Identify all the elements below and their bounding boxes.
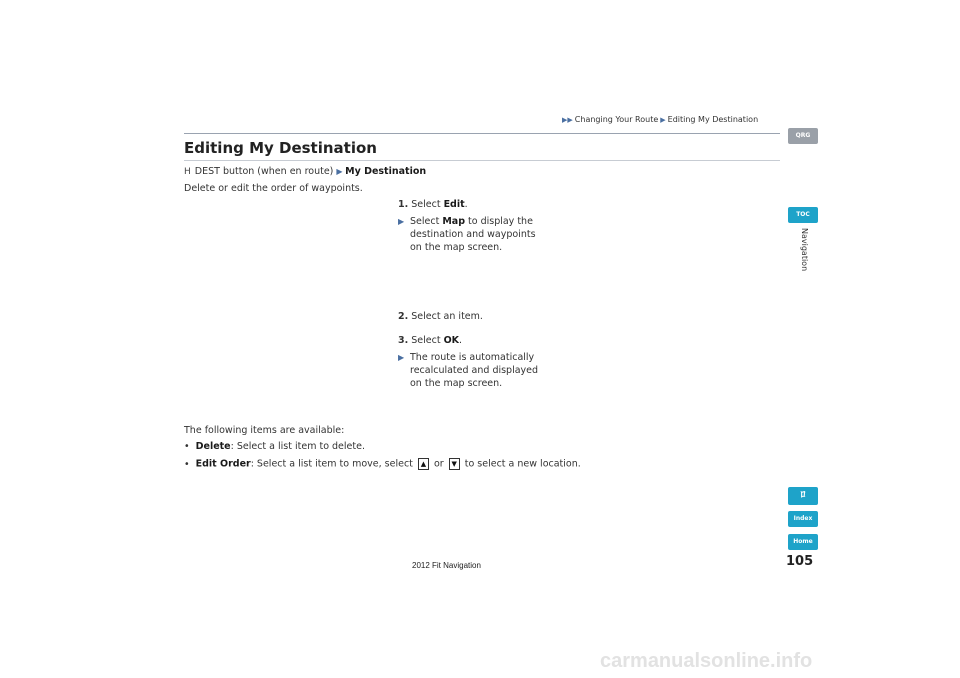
arrow-icon: ▶ bbox=[398, 353, 405, 362]
step-text-end: . bbox=[459, 335, 463, 346]
item-text: : Select a list item to delete. bbox=[230, 441, 365, 452]
bullet-icon: • bbox=[184, 458, 190, 470]
menu-path-target: My Destination bbox=[345, 166, 427, 177]
breadcrumb bbox=[560, 115, 758, 124]
intro-text: Delete or edit the order of waypoints. bbox=[184, 183, 363, 194]
voice-command-tab[interactable] bbox=[788, 487, 818, 505]
available-heading: The following items are available: bbox=[184, 425, 345, 436]
step-1 bbox=[398, 199, 468, 210]
note-text-end: to display the destination and waypoints on the map screen. bbox=[410, 216, 536, 253]
menu-path bbox=[184, 166, 426, 177]
arrow-icon: ▶ bbox=[336, 167, 346, 176]
list-item bbox=[184, 458, 581, 470]
tab-qrg[interactable]: QRG bbox=[788, 128, 818, 144]
down-arrow-key-icon: ▼ bbox=[449, 458, 460, 470]
step-keyword: Edit bbox=[443, 199, 465, 210]
breadcrumb-arrow-icon: ▶▶ bbox=[562, 116, 573, 124]
step-number: 3. bbox=[398, 335, 409, 346]
item-text: : Select a list item to move, select bbox=[250, 458, 416, 470]
item-text-or: or bbox=[433, 458, 444, 470]
arrow-icon: ▶ bbox=[398, 217, 405, 226]
item-keyword: Edit Order bbox=[195, 458, 251, 470]
list-item bbox=[184, 441, 365, 452]
tab-home[interactable]: Home bbox=[788, 534, 818, 550]
note-text: Select bbox=[410, 216, 443, 227]
item-keyword: Delete bbox=[195, 441, 231, 452]
step-text: Select bbox=[411, 199, 444, 210]
voice-command-icon: ﾛ bbox=[800, 490, 806, 501]
bullet-icon: • bbox=[184, 441, 190, 452]
watermark: carmanualsonline.info bbox=[600, 650, 813, 672]
step-text: Select an item. bbox=[411, 311, 483, 322]
note-text: The route is automatically recalculated and displayed on the map screen. bbox=[410, 352, 539, 389]
up-arrow-key-icon: ▲ bbox=[418, 458, 429, 470]
section-label: Navigation bbox=[800, 228, 809, 272]
tab-toc[interactable]: TOC bbox=[788, 207, 818, 223]
step-1-note bbox=[398, 215, 548, 254]
breadcrumb-item[interactable]: Changing Your Route bbox=[574, 115, 659, 124]
breadcrumb-item: Editing My Destination bbox=[667, 115, 759, 124]
step-text-end: . bbox=[464, 199, 468, 210]
step-number: 1. bbox=[398, 199, 409, 210]
page-title: Editing My Destination bbox=[184, 139, 377, 157]
note-keyword: Map bbox=[442, 216, 465, 227]
divider bbox=[184, 160, 780, 161]
tab-index[interactable]: Index bbox=[788, 511, 818, 527]
divider bbox=[184, 133, 780, 134]
footer-text: 2012 Fit Navigation bbox=[412, 561, 481, 570]
step-number: 2. bbox=[398, 311, 409, 322]
step-3 bbox=[398, 335, 462, 346]
step-2 bbox=[398, 311, 483, 322]
breadcrumb-arrow-icon: ▶ bbox=[660, 116, 666, 124]
home-key-icon: H bbox=[184, 167, 191, 177]
page-number: 105 bbox=[786, 554, 814, 569]
step-keyword: OK bbox=[443, 335, 459, 346]
step-3-note bbox=[398, 351, 548, 390]
menu-path-prefix: DEST button (when en route) bbox=[194, 166, 334, 177]
step-text: Select bbox=[411, 335, 444, 346]
item-text-end: to select a new location. bbox=[464, 458, 581, 470]
